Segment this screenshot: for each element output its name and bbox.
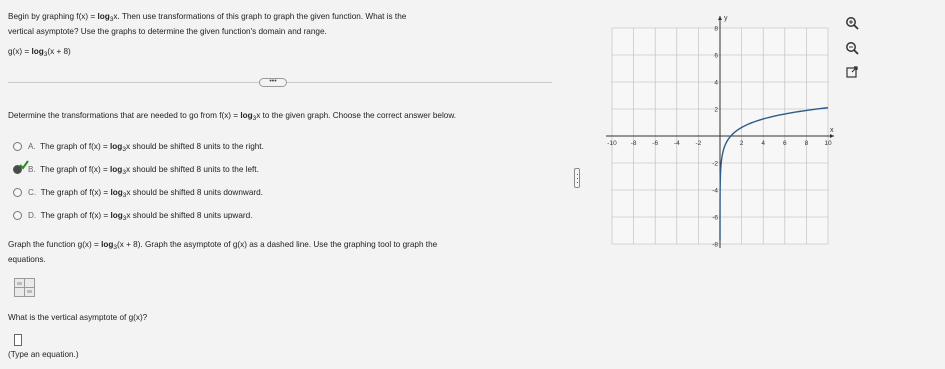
y-axis-arrow (718, 16, 722, 20)
y-tick-label: -2 (712, 160, 718, 168)
x-tick-label: -8 (630, 140, 637, 147)
x-tick-label: 4 (761, 140, 766, 147)
part3-hint: (Type an equation.) (8, 350, 79, 359)
option-a[interactable]: A. The graph of $f(x) = \log_3x$ should be shifted 8 units to the right. (28, 142, 264, 153)
answer-input[interactable] (14, 334, 22, 346)
more-button[interactable]: ••• (259, 78, 287, 87)
x-tick-label: 2 (739, 140, 744, 147)
part2-instruction-line2: equations. (8, 255, 46, 264)
pane-splitter-handle[interactable] (574, 168, 580, 188)
y-tick-label: 8 (714, 25, 718, 33)
x-axis-arrow (830, 134, 834, 138)
part3-question: What is the vertical asymptote of g(x)? (8, 313, 148, 322)
question-intro-line2: vertical asymptote? Use the graphs to determine the given function's domain and range. (8, 27, 327, 36)
popout-icon[interactable] (843, 63, 861, 81)
question-intro: Begin by graphing $f(x) = \log_3x$. Then use transformations of this graph to graph the given function. What is the (8, 12, 407, 23)
fx-expression: $f(x) = \log_3x$ (76, 12, 118, 23)
x-tick-label: -2 (695, 140, 702, 147)
function-graph (600, 10, 840, 250)
y-axis-label: y (724, 15, 728, 22)
x-tick-label: -10 (607, 140, 617, 147)
option-d-radio[interactable] (13, 211, 22, 220)
y-tick-label: 6 (714, 52, 718, 60)
part1-instruction: Determine the transformations that are needed to go from $f(x) = \log_3x$ to the given graph. Choose the correct answer below. (8, 111, 457, 122)
x-axis-label: x (830, 127, 834, 134)
y-tick-label: -8 (712, 241, 718, 249)
x-tick-label: 6 (782, 140, 787, 147)
x-tick-label: -4 (673, 140, 680, 147)
option-c-radio[interactable] (13, 188, 22, 197)
x-tick-label: 8 (804, 140, 809, 147)
option-c[interactable]: C. The graph of $f(x) = \log_3x$ should be shifted 8 units downward. (28, 188, 263, 199)
y-tick-label: -6 (712, 214, 718, 222)
y-tick-label: 4 (714, 79, 718, 87)
part2-instruction: Graph the function $g(x) = \log_3(x + 8)$. Graph the asymptote of g(x) as a dashed line. Use the graphing tool to graph the (8, 240, 438, 251)
y-tick-label: -4 (712, 187, 718, 195)
option-b[interactable]: B. The graph of $f(x) = \log_3x$ should be shifted 8 units to the left. (28, 165, 259, 176)
x-tick-label: 10 (824, 140, 832, 147)
option-a-radio[interactable] (13, 142, 22, 151)
option-d[interactable]: D. The graph of $f(x) = \log_3x$ should be shifted 8 units upward. (28, 211, 253, 222)
zoom-in-icon[interactable] (843, 14, 861, 32)
x-tick-label: -6 (652, 140, 659, 147)
zoom-out-icon[interactable] (843, 39, 861, 57)
graphing-tool-icon[interactable] (14, 278, 35, 297)
y-tick-label: 2 (714, 106, 718, 114)
gx-expression: $g(x) = \log_3(x + 8)$ (8, 47, 71, 58)
